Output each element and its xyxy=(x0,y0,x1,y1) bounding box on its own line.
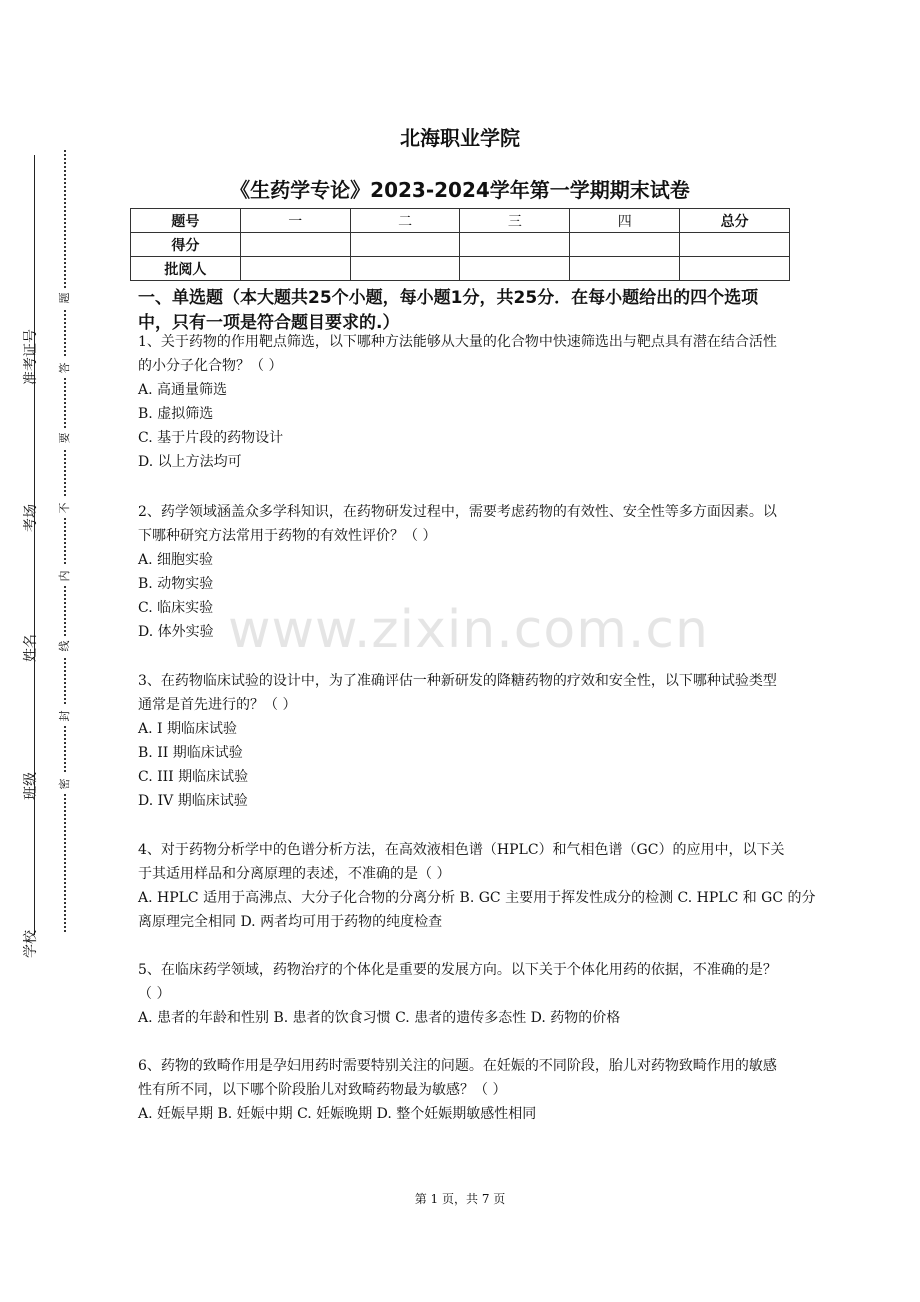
question-option[interactable]: C. 基于片段的药物设计 xyxy=(138,430,284,446)
score-row-label: 得分 xyxy=(131,233,241,257)
section-heading: 一、单选题（本大题共25个小题，每小题1分，共25分．在每小题给出的四个选项中，只有一项是符合题目要求的.） xyxy=(138,288,759,333)
watermark: www.zixin.com.cn xyxy=(228,600,709,660)
page-footer: 第 1 页，共 7 页 xyxy=(414,1192,506,1206)
grader-cell[interactable] xyxy=(350,257,460,281)
binding-dotted-line xyxy=(64,150,66,932)
question-option[interactable]: A. 高通量筛选 xyxy=(138,382,228,398)
grader-cell[interactable] xyxy=(570,257,680,281)
question-options-inline[interactable]: A. 患者的年龄和性别 B. 患者的饮食习惯 C. 患者的遗传多态性 D. 药物的价格 xyxy=(138,1010,621,1026)
question-option[interactable]: B. II 期临床试验 xyxy=(138,745,243,761)
score-table-header-cell: 二 xyxy=(350,209,460,233)
score-table-header-cell: 题号 xyxy=(131,209,241,233)
score-row-label: 批阅人 xyxy=(131,257,241,281)
seal-char: 内 xyxy=(55,566,75,586)
score-table-header-cell: 三 xyxy=(460,209,570,233)
question-option[interactable]: A. I 期临床试验 xyxy=(138,721,237,737)
question-stem: 1、关于药物的作用靶点筛选，以下哪种方法能够从大量的化合物中快速筛选出与靶点具有潜在结合活性的小分子化合物？（ ） xyxy=(138,334,777,374)
score-cell[interactable] xyxy=(680,233,790,257)
field-exam-number: 准考证号 xyxy=(23,329,39,385)
field-school: 学校 xyxy=(23,930,39,958)
score-table xyxy=(130,208,790,281)
score-table-header-row xyxy=(131,209,790,233)
score-cell[interactable] xyxy=(240,233,350,257)
school-name: 北海职业学院 xyxy=(400,126,520,150)
question-6 xyxy=(138,1054,818,1126)
question-option[interactable]: C. III 期临床试验 xyxy=(138,769,249,785)
question-options-inline[interactable]: A. 妊娠早期 B. 妊娠中期 C. 妊娠晚期 D. 整个妊娠期敏感性相同 xyxy=(138,1106,537,1122)
question-option[interactable]: D. IV 期临床试验 xyxy=(138,793,248,809)
score-table-header-cell: 一 xyxy=(240,209,350,233)
question-stem: 3、在药物临床试验的设计中，为了准确评估一种新研发的降糖药物的疗效和安全性，以下哪种试验类型通常是首先进行的？（ ） xyxy=(138,673,777,713)
seal-char: 封 xyxy=(55,706,75,726)
question-5 xyxy=(138,958,818,1030)
seal-char: 不 xyxy=(55,498,75,518)
question-option[interactable]: D. 以上方法均可 xyxy=(138,454,242,470)
question-option[interactable]: D. 体外实验 xyxy=(138,624,214,640)
grader-cell[interactable] xyxy=(460,257,570,281)
score-cell[interactable] xyxy=(570,233,680,257)
binding-solid-line xyxy=(34,155,35,935)
grader-cell[interactable] xyxy=(680,257,790,281)
field-name: 姓名 xyxy=(23,634,39,662)
exam-title: 《生药学专论》2023-2024学年第一学期期末试卷 xyxy=(230,178,690,202)
field-exam-room: 考场 xyxy=(23,504,39,532)
grader-cell[interactable] xyxy=(240,257,350,281)
score-cell[interactable] xyxy=(350,233,460,257)
seal-char: 题 xyxy=(55,288,75,308)
score-table-row xyxy=(131,257,790,281)
score-cell[interactable] xyxy=(460,233,570,257)
score-table-row xyxy=(131,233,790,257)
seal-char: 密 xyxy=(55,774,75,794)
question-1 xyxy=(138,330,818,474)
score-table-header-cell: 四 xyxy=(570,209,680,233)
question-options-inline[interactable]: A. HPLC 适用于高沸点、大分子化合物的分离分析 B. GC 主要用于挥发性成分的检测 C. HPLC 和 GC 的分离原理完全相同 D. 两者均可用于药物的纯度检查 xyxy=(138,890,816,930)
question-stem: 2、药学领域涵盖众多学科知识，在药物研发过程中，需要考虑药物的有效性、安全性等多方面因素。以下哪种研究方法常用于药物的有效性评价？（ ） xyxy=(138,504,777,544)
question-option[interactable]: A. 细胞实验 xyxy=(138,552,214,568)
question-stem: 6、药物的致畸作用是孕妇用药时需要特别关注的问题。在妊娠的不同阶段，胎儿对药物致畸作用的敏感性有所不同，以下哪个阶段胎儿对致畸药物最为敏感？（ ） xyxy=(138,1058,777,1098)
score-table-header-cell: 总分 xyxy=(680,209,790,233)
question-stem: 4、对于药物分析学中的色谱分析方法，在高效液相色谱（HPLC）和气相色谱（GC）的应用中，以下关于其适用样品和分离原理的表述，不准确的是（ ） xyxy=(138,842,785,882)
question-option[interactable]: C. 临床实验 xyxy=(138,600,214,616)
question-stem: 5、在临床药学领域，药物治疗的个体化是重要的发展方向。以下关于个体化用药的依据，不准确的是？（ ） xyxy=(138,962,777,1002)
seal-char: 要 xyxy=(55,428,75,448)
question-option[interactable]: B. 动物实验 xyxy=(138,576,214,592)
question-option[interactable]: B. 虚拟筛选 xyxy=(138,406,214,422)
question-4 xyxy=(138,838,818,934)
field-class: 班级 xyxy=(23,772,39,800)
question-3 xyxy=(138,669,818,813)
seal-char: 线 xyxy=(55,636,75,656)
seal-char: 答 xyxy=(55,358,75,378)
